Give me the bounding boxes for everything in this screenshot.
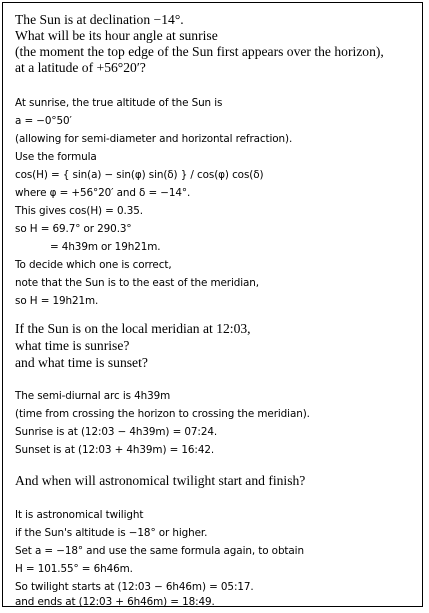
question-3-line-1: And when will astronomical twilight start and finish? bbox=[15, 473, 306, 488]
answer-1-line-1: At sunrise, the true altitude of the Sun is bbox=[15, 97, 223, 109]
answer-1-line-7: This gives cos(H) = 0.35. bbox=[15, 205, 143, 217]
answer-2-line-1: The semi-diurnal arc is 4h39m bbox=[15, 390, 171, 402]
answer-1-line-3: (allowing for semi-diameter and horizontal refraction). bbox=[15, 133, 293, 145]
question-2-line-1: If the Sun is on the local meridian at 12:03, bbox=[15, 321, 251, 336]
answer-1-line-12: so H = 19h21m. bbox=[15, 295, 99, 307]
answer-3-line-2: if the Sun's altitude is −18° or higher. bbox=[15, 527, 208, 539]
question-2-line-3: and what time is sunset? bbox=[15, 355, 148, 370]
answer-1-line-2: a = −0°50′ bbox=[15, 115, 72, 127]
answer-2-line-4: Sunset is at (12:03 + 4h39m) = 16:42. bbox=[15, 444, 215, 456]
answer-1-line-4: Use the formula bbox=[15, 151, 97, 163]
question-1-line-2: What will be its hour angle at sunrise bbox=[15, 28, 218, 43]
answer-3-line-1: It is astronomical twilight bbox=[15, 509, 144, 521]
answer-2-line-2: (time from crossing the horizon to crossing the meridian). bbox=[15, 408, 310, 420]
formula-line: cos(H) = { sin(a) − sin(φ) sin(δ) } / cos(φ) cos(δ) bbox=[15, 169, 264, 181]
answer-3-line-3: Set a = −18° and use the same formula again, to obtain bbox=[15, 545, 304, 557]
question-1-line-1: The Sun is at declination −14°. bbox=[15, 12, 184, 27]
answer-1-line-8: so H = 69.7° or 290.3° bbox=[15, 223, 132, 235]
answer-2-line-3: Sunrise is at (12:03 − 4h39m) = 07:24. bbox=[15, 426, 218, 438]
answer-1-line-11: note that the Sun is to the east of the meridian, bbox=[15, 277, 259, 289]
answer-3-line-4: H = 101.55° = 6h46m. bbox=[15, 563, 133, 575]
answer-1-line-6: where φ = +56°20′ and δ = −14°. bbox=[15, 187, 191, 199]
answer-3-line-6: and ends at (12:03 + 6h46m) = 18:49. bbox=[15, 596, 215, 608]
answer-3-line-5: So twilight starts at (12:03 − 6h46m) = 05:17. bbox=[15, 581, 254, 593]
worked-example-panel bbox=[2, 2, 423, 607]
question-1-line-4: at a latitude of +56°20′? bbox=[15, 60, 146, 75]
answer-1-line-10: To decide which one is correct, bbox=[15, 259, 172, 271]
question-2-line-2: what time is sunrise? bbox=[15, 338, 130, 353]
answer-1-line-9: = 4h39m or 19h21m. bbox=[50, 241, 161, 253]
question-1-line-3: (the moment the top edge of the Sun first appears over the horizon), bbox=[15, 44, 384, 59]
